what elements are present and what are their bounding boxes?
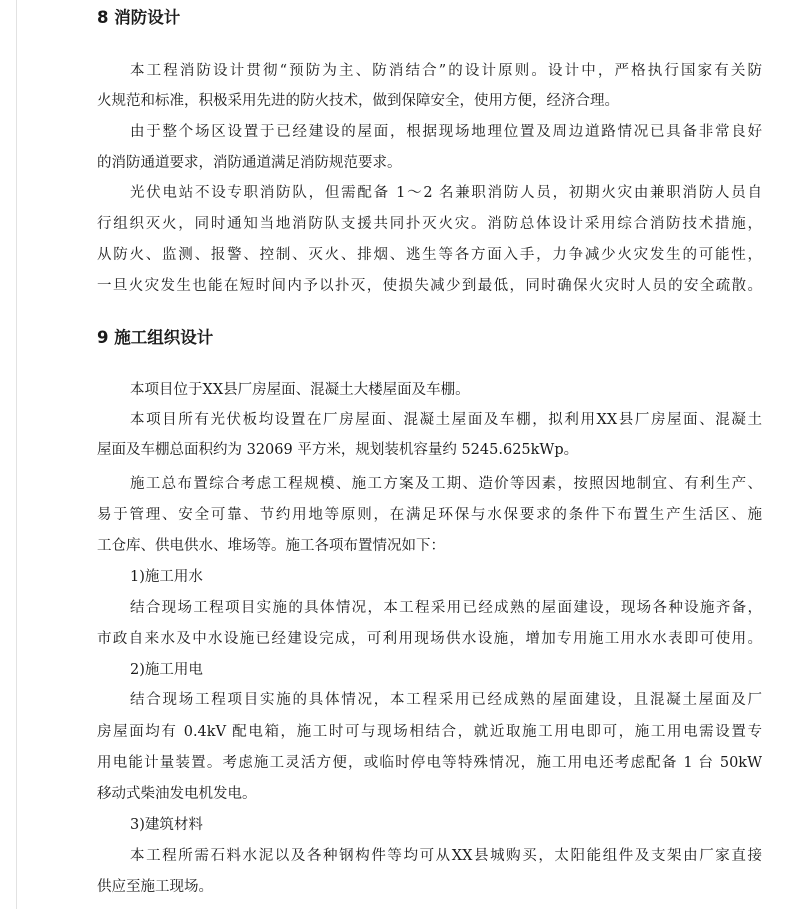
section-8-heading: 8 消防设计 (97, 8, 181, 27)
section-9-line-1: 本项目位于XX县厂房屋面、混凝土大楼屋面及车棚。 (130, 382, 470, 398)
section-9-heading: 9 施工组织设计 (97, 328, 214, 347)
section-8-line-3: 由于整个场区设置于已经建设的屋面，根据现场地理位置及周边道路情况已具备非常良好 (130, 124, 762, 140)
section-8-line-7: 从防火、监测、报警、控制、灭火、排烟、逃生等各方面入手，力争减少火灾发生的可能性， (97, 247, 762, 263)
section-9-line-17: 供应至施工现场。 (97, 879, 213, 895)
section-9-line-14: 移动式柴油发电机发电。 (97, 786, 257, 802)
page-margin-rule (16, 0, 17, 909)
section-9-line-3: 屋面及车棚总面积约为 32069 平方米，规划装机容量约 5245.625kWp。 (97, 442, 579, 458)
section-9-line-4: 施工总布置综合考虑工程规模、施工方案及工期、造价等因素，按照因地制宜、有利生产、 (130, 476, 762, 492)
section-9-line-9: 市政自来水及中水设施已经建设完成，可利用现场供水设施，增加专用施工用水水表即可使用。 (97, 631, 762, 647)
section-9-line-2: 本项目所有光伏板均设置在厂房屋面、混凝土屋面及车棚，拟利用XX县厂房屋面、混凝土 (130, 412, 762, 428)
section-9-line-12: 房屋面均有 0.4kV 配电箱，施工时可与现场相结合，就近取施工用电即可，施工用电需设置专 (97, 724, 762, 740)
section-8-line-6: 行组织灭火，同时通知当地消防队支援共同扑灭火灾。消防总体设计采用综合消防技术措施， (97, 216, 762, 232)
section-9-subheading-water: 1)施工用水 (130, 569, 203, 585)
section-9-line-16: 本工程所需石料水泥以及各种钢构件等均可从XX县城购买，太阳能组件及支架由厂家直接 (130, 848, 762, 864)
section-9-line-5: 易于管理、安全可靠、节约用地等原则，在满足环保与水保要求的条件下布置生产生活区、施 (97, 507, 762, 523)
section-9-subheading-materials: 3)建筑材料 (130, 817, 203, 833)
section-8-line-4: 的消防通道要求，消防通道满足消防规范要求。 (97, 155, 402, 171)
section-9-line-6: 工仓库、供电供水、堆场等。施工各项布置情况如下： (97, 538, 445, 554)
section-8-line-8: 一旦火灾发生也能在短时间内予以扑灭，使损失减少到最低，同时确保火灾时人员的安全疏散。 (97, 278, 762, 294)
section-8-line-5: 光伏电站不设专职消防队，但需配备 1～2 名兼职消防人员，初期火灾由兼职消防人员自 (130, 185, 762, 201)
section-9-subheading-power: 2)施工用电 (130, 662, 203, 678)
section-8-line-2: 火规范和标准，积极采用先进的防火技术，做到保障安全，使用方便，经济合理。 (97, 93, 619, 109)
section-8-line-1: 本工程消防设计贯彻“预防为主、防消结合”的设计原则。设计中，严格执行国家有关防 (130, 63, 762, 79)
section-9-line-13: 用电能计量装置。考虑施工灵活方便，或临时停电等特殊情况，施工用电还考虑配备 1 台 50kW (97, 755, 762, 771)
section-9-line-11: 结合现场工程项目实施的具体情况，本工程采用已经成熟的屋面建设，且混凝土屋面及厂 (130, 692, 762, 708)
section-9-line-8: 结合现场工程项目实施的具体情况，本工程采用已经成熟的屋面建设，现场各种设施齐备， (130, 600, 762, 616)
